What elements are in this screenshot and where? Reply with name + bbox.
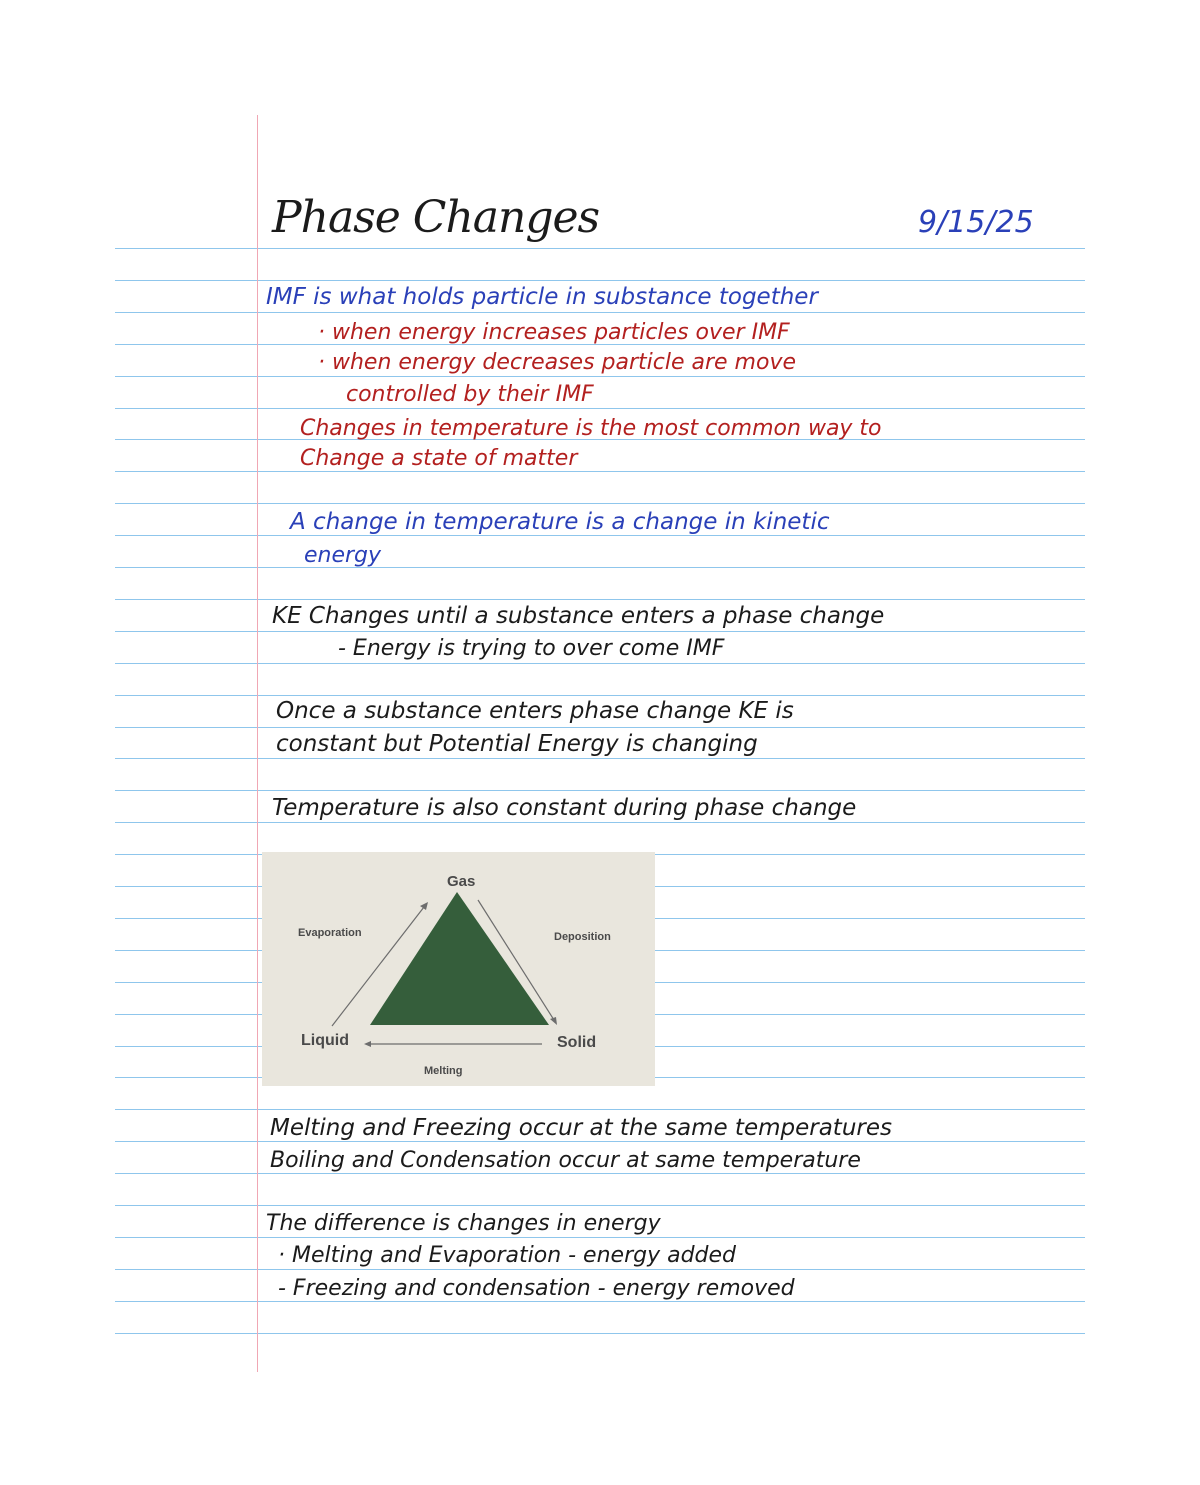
note-imf-bullet-1: · when energy increases particles over IMF	[318, 320, 790, 345]
ruled-line	[115, 727, 1085, 728]
page-title: Phase Changes	[272, 192, 600, 243]
ruled-line	[115, 822, 1085, 823]
note-energy-removed: - Freezing and condensation - energy removed	[278, 1276, 795, 1301]
ruled-line	[115, 599, 1085, 600]
note-imf-bullet-2: · when energy decreases particle are move	[318, 350, 797, 375]
note-temperature-change: Changes in temperature is the most common way to	[300, 416, 882, 441]
deposition-arrowhead	[550, 1017, 557, 1025]
note-melting-freezing: Melting and Freezing occur at the same temperatures	[270, 1115, 892, 1141]
margin-line	[257, 115, 258, 1372]
note-ke-bullet: - Energy is trying to over come IMF	[338, 636, 725, 661]
ruled-line	[115, 1205, 1085, 1206]
ruled-line	[115, 567, 1085, 568]
phase-change-diagram	[262, 852, 655, 1086]
note-energy-added: · Melting and Evaporation - energy added	[278, 1243, 737, 1268]
ruled-line	[115, 1333, 1085, 1334]
ruled-line	[115, 312, 1085, 313]
note-temperature-change-continued: Change a state of matter	[300, 446, 578, 471]
note-imf-bullet-2-continued: controlled by their IMF	[346, 382, 594, 407]
note-kinetic-energy: A change in temperature is a change in kinetic	[290, 509, 830, 535]
note-once-phase-change-continued: constant but Potential Energy is changing	[276, 731, 758, 757]
phase-triangle	[370, 892, 549, 1025]
note-kinetic-energy-continued: energy	[304, 543, 382, 568]
gas-label: Gas	[447, 873, 476, 890]
deposition-label: Deposition	[554, 931, 611, 943]
page-date: 9/15/25	[918, 205, 1034, 240]
ruled-line	[115, 790, 1085, 791]
ruled-line	[115, 471, 1085, 472]
note-ke-changes: KE Changes until a substance enters a phase change	[272, 603, 885, 629]
ruled-line	[115, 280, 1085, 281]
note-boiling-condensation: Boiling and Condensation occur at same temperature	[270, 1148, 861, 1173]
ruled-line	[115, 408, 1085, 409]
ruled-line	[115, 1237, 1085, 1238]
ruled-line	[115, 663, 1085, 664]
ruled-line	[115, 631, 1085, 632]
melting-label: Melting	[424, 1065, 463, 1077]
solid-label: Solid	[557, 1034, 597, 1051]
evaporation-label: Evaporation	[298, 927, 362, 939]
melting-arrowhead	[364, 1041, 371, 1047]
note-imf-definition: IMF is what holds particle in substance together	[266, 284, 818, 310]
note-energy-difference: The difference is changes in energy	[266, 1211, 661, 1236]
ruled-line	[115, 758, 1085, 759]
ruled-line	[115, 1269, 1085, 1270]
ruled-line	[115, 535, 1085, 536]
ruled-line	[115, 1109, 1085, 1110]
ruled-line	[115, 1141, 1085, 1142]
ruled-line	[115, 248, 1085, 249]
note-once-phase-change: Once a substance enters phase change KE is	[276, 698, 794, 724]
ruled-line	[115, 376, 1085, 377]
note-temperature-constant: Temperature is also constant during phase change	[272, 795, 857, 821]
ruled-line	[115, 503, 1085, 504]
ruled-line	[115, 1173, 1085, 1174]
ruled-line	[115, 695, 1085, 696]
evaporation-arrowhead	[420, 902, 428, 910]
liquid-label: Liquid	[301, 1032, 349, 1049]
